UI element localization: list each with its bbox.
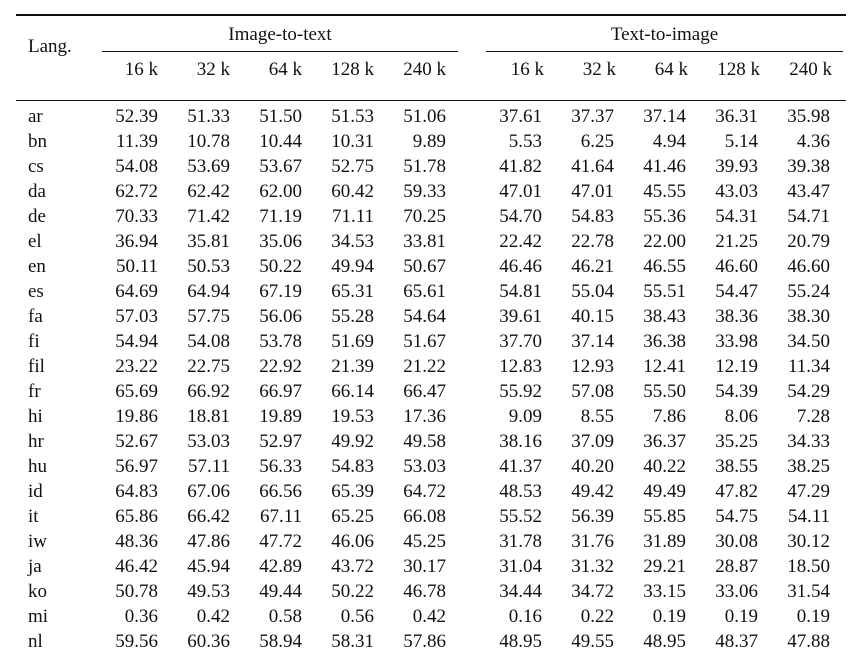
lang-cell: en — [28, 256, 46, 277]
t2i-value-cell: 48.95 — [643, 631, 686, 652]
t2i-value-cell: 34.44 — [499, 581, 542, 602]
t2i-value-cell: 55.52 — [499, 506, 542, 527]
table-row — [16, 329, 846, 354]
i2t-value-cell: 67.11 — [259, 506, 302, 527]
i2t-value-cell: 64.83 — [115, 481, 158, 502]
t2i-value-cell: 54.75 — [715, 506, 758, 527]
i2t-value-cell: 51.06 — [403, 106, 446, 127]
i2t-value-cell: 57.86 — [403, 631, 446, 652]
i2t-value-cell: 47.72 — [259, 531, 302, 552]
i2t-value-cell: 51.67 — [403, 331, 446, 352]
t2i-value-cell: 22.00 — [643, 231, 686, 252]
i2t-value-cell: 54.08 — [115, 156, 158, 177]
i2t-value-cell: 0.56 — [340, 606, 374, 627]
text-to-image-rule — [486, 51, 843, 52]
i2t-value-cell: 51.53 — [331, 106, 374, 127]
t2i-value-cell: 41.46 — [643, 156, 686, 177]
i2t-value-cell: 0.58 — [268, 606, 302, 627]
lang-cell: hu — [28, 456, 47, 477]
t2i-value-cell: 38.55 — [715, 456, 758, 477]
i2t-value-cell: 47.86 — [187, 531, 230, 552]
t2i-value-cell: 55.50 — [643, 381, 686, 402]
t2i-value-cell: 0.19 — [796, 606, 830, 627]
text-to-image-header: Text-to-image — [610, 24, 719, 45]
t2i-col-16k: 16 k — [510, 59, 544, 80]
lang-cell: id — [28, 481, 43, 502]
i2t-value-cell: 49.58 — [403, 431, 446, 452]
i2t-value-cell: 49.92 — [331, 431, 374, 452]
t2i-value-cell: 8.06 — [724, 406, 758, 427]
i2t-value-cell: 58.94 — [259, 631, 302, 652]
table-row — [16, 429, 846, 454]
i2t-value-cell: 48.36 — [115, 531, 158, 552]
i2t-value-cell: 11.39 — [115, 131, 158, 152]
t2i-value-cell: 33.98 — [715, 331, 758, 352]
lang-header: Lang. — [28, 36, 72, 57]
i2t-value-cell: 66.97 — [259, 381, 302, 402]
t2i-value-cell: 34.33 — [787, 431, 830, 452]
i2t-value-cell: 66.92 — [187, 381, 230, 402]
t2i-value-cell: 12.93 — [571, 356, 614, 377]
t2i-value-cell: 56.39 — [571, 506, 614, 527]
i2t-value-cell: 33.81 — [403, 231, 446, 252]
i2t-value-cell: 50.53 — [187, 256, 230, 277]
i2t-value-cell: 45.25 — [403, 531, 446, 552]
i2t-value-cell: 50.22 — [331, 581, 374, 602]
t2i-value-cell: 49.49 — [643, 481, 686, 502]
image-to-text-rule — [102, 51, 458, 52]
i2t-value-cell: 19.53 — [331, 406, 374, 427]
t2i-value-cell: 5.14 — [724, 131, 758, 152]
table-row — [16, 504, 846, 529]
i2t-value-cell: 66.14 — [331, 381, 374, 402]
t2i-value-cell: 31.32 — [571, 556, 614, 577]
image-to-text-header: Image-to-text — [228, 24, 332, 45]
i2t-value-cell: 34.53 — [331, 231, 374, 252]
i2t-value-cell: 53.03 — [187, 431, 230, 452]
i2t-value-cell: 60.36 — [187, 631, 230, 652]
t2i-value-cell: 34.50 — [787, 331, 830, 352]
t2i-value-cell: 48.53 — [499, 481, 542, 502]
t2i-value-cell: 40.22 — [643, 456, 686, 477]
i2t-value-cell: 49.53 — [187, 581, 230, 602]
i2t-value-cell: 35.81 — [187, 231, 230, 252]
i2t-value-cell: 59.33 — [403, 181, 446, 202]
lang-cell: nl — [28, 631, 43, 652]
i2t-value-cell: 64.69 — [115, 281, 158, 302]
lang-cell: el — [28, 231, 42, 252]
t2i-value-cell: 4.36 — [796, 131, 830, 152]
i2t-value-cell: 10.44 — [259, 131, 302, 152]
i2t-value-cell: 0.42 — [196, 606, 230, 627]
i2t-value-cell: 66.42 — [187, 506, 230, 527]
i2t-value-cell: 18.81 — [187, 406, 230, 427]
t2i-value-cell: 55.92 — [499, 381, 542, 402]
t2i-value-cell: 54.11 — [787, 506, 830, 527]
t2i-value-cell: 47.88 — [787, 631, 830, 652]
t2i-value-cell: 6.25 — [580, 131, 614, 152]
lang-cell: fi — [28, 331, 40, 352]
i2t-value-cell: 10.31 — [331, 131, 374, 152]
i2t-value-cell: 23.22 — [115, 356, 158, 377]
t2i-value-cell: 49.55 — [571, 631, 614, 652]
i2t-value-cell: 70.25 — [403, 206, 446, 227]
t2i-value-cell: 0.19 — [652, 606, 686, 627]
i2t-value-cell: 57.03 — [115, 306, 158, 327]
t2i-value-cell: 7.28 — [796, 406, 830, 427]
lang-cell: fr — [28, 381, 41, 402]
i2t-value-cell: 58.31 — [331, 631, 374, 652]
i2t-value-cell: 66.08 — [403, 506, 446, 527]
t2i-value-cell: 20.79 — [787, 231, 830, 252]
i2t-value-cell: 50.78 — [115, 581, 158, 602]
lang-cell: ar — [28, 106, 43, 127]
table-row — [16, 154, 846, 179]
t2i-value-cell: 49.42 — [571, 481, 614, 502]
lang-cell: da — [28, 181, 46, 202]
i2t-value-cell: 52.67 — [115, 431, 158, 452]
i2t-value-cell: 17.36 — [403, 406, 446, 427]
table-row — [16, 279, 846, 304]
t2i-value-cell: 54.81 — [499, 281, 542, 302]
i2t-value-cell: 59.56 — [115, 631, 158, 652]
t2i-value-cell: 0.22 — [580, 606, 614, 627]
t2i-col-240k: 240 k — [789, 59, 832, 80]
t2i-value-cell: 18.50 — [787, 556, 830, 577]
i2t-col-64k: 64 k — [268, 59, 302, 80]
i2t-value-cell: 51.69 — [331, 331, 374, 352]
t2i-value-cell: 54.29 — [787, 381, 830, 402]
i2t-value-cell: 10.78 — [187, 131, 230, 152]
table-body — [16, 102, 846, 654]
t2i-value-cell: 40.20 — [571, 456, 614, 477]
t2i-value-cell: 47.29 — [787, 481, 830, 502]
i2t-value-cell: 62.42 — [187, 181, 230, 202]
i2t-value-cell: 65.25 — [331, 506, 374, 527]
i2t-value-cell: 0.42 — [412, 606, 446, 627]
table-row — [16, 379, 846, 404]
t2i-value-cell: 55.51 — [643, 281, 686, 302]
t2i-value-cell: 46.60 — [715, 256, 758, 277]
t2i-col-128k: 128 k — [717, 59, 760, 80]
t2i-value-cell: 29.21 — [643, 556, 686, 577]
i2t-value-cell: 50.11 — [115, 256, 158, 277]
i2t-value-cell: 19.86 — [115, 406, 158, 427]
t2i-value-cell: 34.72 — [571, 581, 614, 602]
t2i-value-cell: 30.12 — [787, 531, 830, 552]
i2t-value-cell: 54.08 — [187, 331, 230, 352]
i2t-value-cell: 70.33 — [115, 206, 158, 227]
t2i-value-cell: 35.25 — [715, 431, 758, 452]
i2t-value-cell: 65.86 — [115, 506, 158, 527]
i2t-value-cell: 60.42 — [331, 181, 374, 202]
t2i-value-cell: 43.47 — [787, 181, 830, 202]
t2i-value-cell: 41.64 — [571, 156, 614, 177]
i2t-value-cell: 57.75 — [187, 306, 230, 327]
i2t-value-cell: 56.97 — [115, 456, 158, 477]
i2t-value-cell: 36.94 — [115, 231, 158, 252]
i2t-value-cell: 64.94 — [187, 281, 230, 302]
t2i-value-cell: 8.55 — [580, 406, 614, 427]
table-row — [16, 579, 846, 604]
i2t-value-cell: 53.03 — [403, 456, 446, 477]
i2t-value-cell: 62.00 — [259, 181, 302, 202]
lang-cell: cs — [28, 156, 44, 177]
lang-cell: hi — [28, 406, 43, 427]
t2i-value-cell: 38.43 — [643, 306, 686, 327]
t2i-value-cell: 47.82 — [715, 481, 758, 502]
t2i-value-cell: 33.06 — [715, 581, 758, 602]
t2i-value-cell: 35.98 — [787, 106, 830, 127]
t2i-value-cell: 54.83 — [571, 206, 614, 227]
lang-cell: de — [28, 206, 46, 227]
lang-cell: ja — [28, 556, 42, 577]
i2t-col-16k: 16 k — [124, 59, 158, 80]
i2t-value-cell: 49.44 — [259, 581, 302, 602]
t2i-value-cell: 0.19 — [724, 606, 758, 627]
i2t-value-cell: 42.89 — [259, 556, 302, 577]
i2t-value-cell: 50.22 — [259, 256, 302, 277]
lang-cell: it — [28, 506, 39, 527]
t2i-value-cell: 12.83 — [499, 356, 542, 377]
lang-cell: mi — [28, 606, 49, 627]
t2i-value-cell: 48.95 — [499, 631, 542, 652]
i2t-value-cell: 71.19 — [259, 206, 302, 227]
lang-cell: iw — [28, 531, 47, 552]
lang-cell: ko — [28, 581, 47, 602]
i2t-value-cell: 64.72 — [403, 481, 446, 502]
table-row — [16, 204, 846, 229]
table-row — [16, 304, 846, 329]
t2i-value-cell: 57.08 — [571, 381, 614, 402]
i2t-value-cell: 9.89 — [412, 131, 446, 152]
t2i-col-64k: 64 k — [654, 59, 688, 80]
i2t-value-cell: 56.06 — [259, 306, 302, 327]
t2i-value-cell: 0.16 — [508, 606, 542, 627]
t2i-value-cell: 45.55 — [643, 181, 686, 202]
table-row — [16, 104, 846, 129]
i2t-value-cell: 21.22 — [403, 356, 446, 377]
t2i-value-cell: 37.14 — [571, 331, 614, 352]
i2t-value-cell: 22.92 — [259, 356, 302, 377]
i2t-value-cell: 51.33 — [187, 106, 230, 127]
t2i-value-cell: 54.71 — [787, 206, 830, 227]
i2t-value-cell: 52.39 — [115, 106, 158, 127]
t2i-value-cell: 12.19 — [715, 356, 758, 377]
i2t-value-cell: 55.28 — [331, 306, 374, 327]
t2i-value-cell: 47.01 — [571, 181, 614, 202]
i2t-value-cell: 56.33 — [259, 456, 302, 477]
table-row — [16, 354, 846, 379]
i2t-value-cell: 51.50 — [259, 106, 302, 127]
t2i-value-cell: 39.93 — [715, 156, 758, 177]
i2t-value-cell: 67.19 — [259, 281, 302, 302]
i2t-value-cell: 66.47 — [403, 381, 446, 402]
table-row — [16, 229, 846, 254]
t2i-value-cell: 30.08 — [715, 531, 758, 552]
t2i-col-32k: 32 k — [582, 59, 616, 80]
i2t-value-cell: 62.72 — [115, 181, 158, 202]
t2i-value-cell: 55.85 — [643, 506, 686, 527]
t2i-value-cell: 36.31 — [715, 106, 758, 127]
i2t-value-cell: 53.67 — [259, 156, 302, 177]
lang-cell: es — [28, 281, 44, 302]
t2i-value-cell: 36.38 — [643, 331, 686, 352]
t2i-value-cell: 31.89 — [643, 531, 686, 552]
i2t-value-cell: 21.39 — [331, 356, 374, 377]
t2i-value-cell: 54.31 — [715, 206, 758, 227]
t2i-value-cell: 39.38 — [787, 156, 830, 177]
t2i-value-cell: 37.09 — [571, 431, 614, 452]
lang-cell: fa — [28, 306, 43, 327]
t2i-value-cell: 38.25 — [787, 456, 830, 477]
t2i-value-cell: 12.41 — [643, 356, 686, 377]
t2i-value-cell: 21.25 — [715, 231, 758, 252]
i2t-value-cell: 22.75 — [187, 356, 230, 377]
i2t-value-cell: 19.89 — [259, 406, 302, 427]
i2t-value-cell: 65.61 — [403, 281, 446, 302]
i2t-value-cell: 46.78 — [403, 581, 446, 602]
t2i-value-cell: 41.82 — [499, 156, 542, 177]
t2i-value-cell: 54.70 — [499, 206, 542, 227]
t2i-value-cell: 37.70 — [499, 331, 542, 352]
t2i-value-cell: 54.39 — [715, 381, 758, 402]
t2i-value-cell: 46.21 — [571, 256, 614, 277]
table-row — [16, 629, 846, 654]
t2i-value-cell: 31.04 — [499, 556, 542, 577]
t2i-value-cell: 46.55 — [643, 256, 686, 277]
table-row — [16, 529, 846, 554]
t2i-value-cell: 55.04 — [571, 281, 614, 302]
i2t-value-cell: 51.78 — [403, 156, 446, 177]
t2i-value-cell: 28.87 — [715, 556, 758, 577]
i2t-value-cell: 52.97 — [259, 431, 302, 452]
t2i-value-cell: 37.37 — [571, 106, 614, 127]
t2i-value-cell: 43.03 — [715, 181, 758, 202]
t2i-value-cell: 46.60 — [787, 256, 830, 277]
results-table — [16, 14, 846, 654]
table-row — [16, 479, 846, 504]
i2t-col-32k: 32 k — [196, 59, 230, 80]
i2t-value-cell: 0.36 — [124, 606, 158, 627]
table-row — [16, 404, 846, 429]
t2i-value-cell: 38.30 — [787, 306, 830, 327]
table-row — [16, 454, 846, 479]
lang-cell: hr — [28, 431, 44, 452]
lang-cell: fil — [28, 356, 45, 377]
t2i-value-cell: 55.24 — [787, 281, 830, 302]
i2t-value-cell: 45.94 — [187, 556, 230, 577]
t2i-value-cell: 47.01 — [499, 181, 542, 202]
t2i-value-cell: 31.54 — [787, 581, 830, 602]
t2i-value-cell: 5.53 — [508, 131, 542, 152]
t2i-value-cell: 38.16 — [499, 431, 542, 452]
t2i-value-cell: 11.34 — [787, 356, 830, 377]
t2i-value-cell: 7.86 — [652, 406, 686, 427]
t2i-value-cell: 31.76 — [571, 531, 614, 552]
t2i-value-cell: 33.15 — [643, 581, 686, 602]
i2t-value-cell: 54.94 — [115, 331, 158, 352]
i2t-value-cell: 65.69 — [115, 381, 158, 402]
t2i-value-cell: 48.37 — [715, 631, 758, 652]
i2t-value-cell: 67.06 — [187, 481, 230, 502]
i2t-value-cell: 46.06 — [331, 531, 374, 552]
t2i-value-cell: 4.94 — [652, 131, 686, 152]
i2t-value-cell: 43.72 — [331, 556, 374, 577]
i2t-value-cell: 30.17 — [403, 556, 446, 577]
t2i-value-cell: 39.61 — [499, 306, 542, 327]
t2i-value-cell: 38.36 — [715, 306, 758, 327]
t2i-value-cell: 54.47 — [715, 281, 758, 302]
i2t-value-cell: 53.78 — [259, 331, 302, 352]
t2i-value-cell: 55.36 — [643, 206, 686, 227]
i2t-value-cell: 50.67 — [403, 256, 446, 277]
t2i-value-cell: 31.78 — [499, 531, 542, 552]
lang-cell: bn — [28, 131, 47, 152]
i2t-value-cell: 35.06 — [259, 231, 302, 252]
i2t-value-cell: 57.11 — [187, 456, 230, 477]
t2i-value-cell: 22.78 — [571, 231, 614, 252]
i2t-value-cell: 46.42 — [115, 556, 158, 577]
i2t-value-cell: 65.31 — [331, 281, 374, 302]
table-header — [16, 16, 846, 102]
i2t-value-cell: 52.75 — [331, 156, 374, 177]
t2i-value-cell: 36.37 — [643, 431, 686, 452]
header-rule — [16, 100, 846, 101]
t2i-value-cell: 40.15 — [571, 306, 614, 327]
i2t-value-cell: 54.64 — [403, 306, 446, 327]
i2t-col-128k: 128 k — [331, 59, 374, 80]
t2i-value-cell: 37.61 — [499, 106, 542, 127]
t2i-value-cell: 37.14 — [643, 106, 686, 127]
i2t-value-cell: 49.94 — [331, 256, 374, 277]
table-row — [16, 604, 846, 629]
i2t-value-cell: 71.42 — [187, 206, 230, 227]
t2i-value-cell: 41.37 — [499, 456, 542, 477]
table-row — [16, 254, 846, 279]
t2i-value-cell: 9.09 — [508, 406, 542, 427]
i2t-value-cell: 71.11 — [331, 206, 374, 227]
table-row — [16, 179, 846, 204]
t2i-value-cell: 22.42 — [499, 231, 542, 252]
table-row — [16, 129, 846, 154]
i2t-value-cell: 65.39 — [331, 481, 374, 502]
i2t-value-cell: 66.56 — [259, 481, 302, 502]
i2t-value-cell: 54.83 — [331, 456, 374, 477]
i2t-col-240k: 240 k — [403, 59, 446, 80]
table-row — [16, 554, 846, 579]
t2i-value-cell: 46.46 — [499, 256, 542, 277]
i2t-value-cell: 53.69 — [187, 156, 230, 177]
